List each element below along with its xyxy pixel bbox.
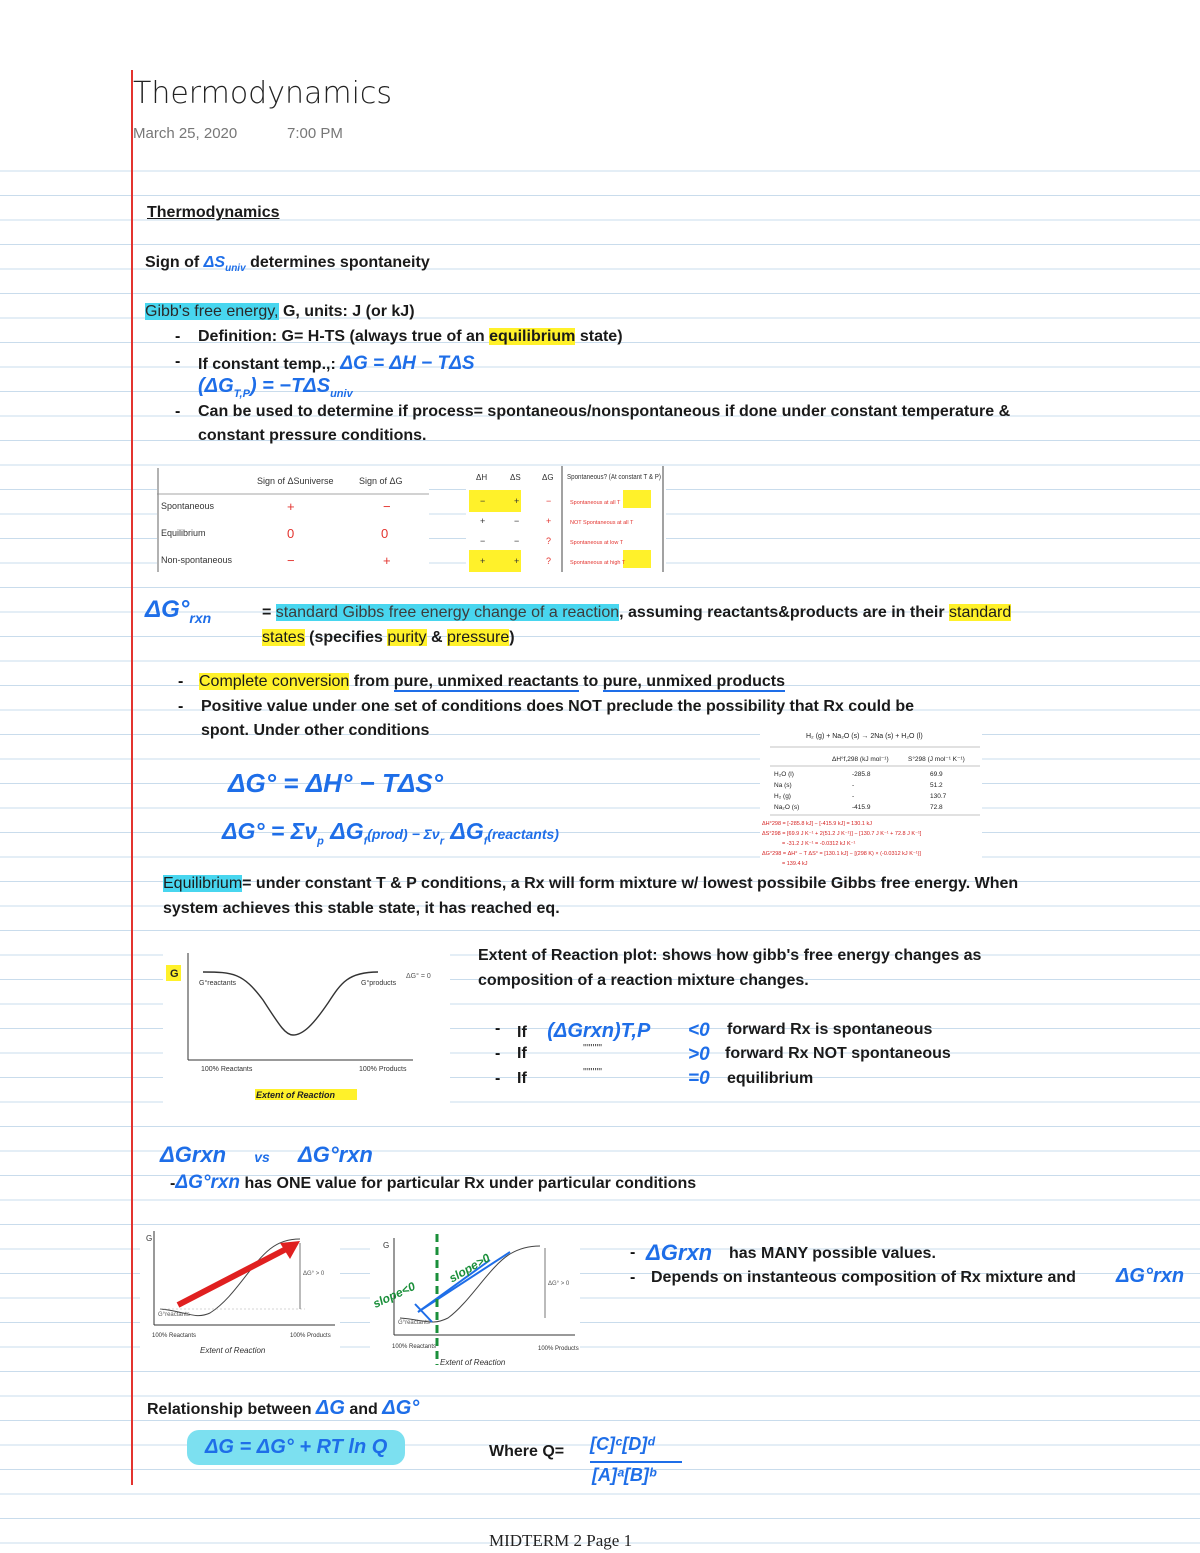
- bp-right-x-left: 100% Reactants: [392, 1344, 437, 1350]
- extent-x-right: 100% Products: [359, 1066, 407, 1073]
- example-cell: 130.7: [930, 793, 947, 800]
- bp-right-g-label: G: [383, 1241, 390, 1250]
- dh-cell: −: [480, 536, 486, 546]
- dg-header: ΔG: [542, 473, 554, 482]
- many-line2: Depends on instanteous composition of Rx mixture and: [651, 1269, 1076, 1286]
- sign-line-post: determines spontaneity: [250, 254, 430, 271]
- sign-line-pre: Sign of: [145, 254, 200, 271]
- sign-table-row-label: Spontaneous: [161, 501, 215, 511]
- bp-right-dg-label: ΔG° > 0: [548, 1281, 570, 1287]
- extent-text-line1: Extent of Reaction plot: shows how gibb's free energy changes as: [478, 947, 982, 964]
- ex-rows: [774, 771, 947, 811]
- delta-s-univ: $\Delta S_{univ}$: [203, 254, 246, 275]
- extent-x-left: 100% Reactants: [201, 1066, 253, 1073]
- ink-slope-neg: slope<0: [370, 1279, 418, 1311]
- ink-dg-tp: $(\Delta G_{T,P}) = -T\Delta S_{univ}$: [198, 375, 353, 400]
- dh-cell: +: [480, 516, 486, 526]
- bottom-plot-left-svg: [140, 1225, 340, 1360]
- example-calc-line: ΔG°298 = ΔH° − T ΔS° = [130.1 kJ] − [(298 K) × (-0.0312 kJ K⁻¹)]: [762, 851, 921, 857]
- example-cell: Na₂O (s): [774, 804, 800, 811]
- relationship-line: Relationship between ΔG and ΔG°: [147, 1397, 420, 1419]
- extent-bullet-2: If: [517, 1045, 527, 1062]
- std-definition-line2: states (specifies purity & pressure): [262, 629, 515, 646]
- example-table: [760, 727, 982, 869]
- example-cell: 72.8: [930, 804, 943, 811]
- dh-note: Spontaneous at all T: [570, 500, 621, 506]
- sign-table-row-label: Non-spontaneous: [161, 555, 233, 565]
- dh-cell: −: [514, 516, 520, 526]
- std-gibbs-highlight: standard Gibbs free energy change of a reaction: [275, 604, 620, 621]
- dh-cell: −: [480, 496, 486, 506]
- dh-cell: ?: [546, 556, 552, 566]
- sign-table-cell: +: [383, 553, 391, 568]
- ink-vs-heading: ΔGrxn vs ΔG°rxn: [160, 1142, 373, 1167]
- q-fraction-bar: [590, 1461, 682, 1463]
- q-numerator: [C]ᶜ[D]ᵈ: [590, 1434, 655, 1454]
- vs-line: -ΔG°rxn has ONE value for particular Rx under particular conditions: [170, 1172, 697, 1193]
- std-bullet-positive: Positive value under one set of conditions does NOT preclude the possibility that Rx could be: [201, 698, 914, 715]
- std-definition-line1: = standard Gibbs free energy change of a reaction, assuming reactants&products are in their standard: [262, 604, 1012, 621]
- margin-line: [131, 70, 133, 1485]
- bp-right-react-label: G°reactants: [398, 1320, 430, 1326]
- sign-table-cell: +: [287, 499, 295, 514]
- gibbs-constant-temp: If constant temp.,: ΔG = ΔH − TΔS: [198, 353, 475, 374]
- page-date: March 25, 2020: [133, 125, 238, 142]
- ink-slope-pos: slope>0: [446, 1250, 493, 1286]
- bp-left-x-title: Extent of Reaction: [200, 1346, 266, 1355]
- ink-gt0: >0: [688, 1044, 710, 1065]
- example-calc-line: ΔS°298 = [69.9 J K⁻¹ + 2(51.2 J K⁻¹)] − [130.7 J K⁻¹ + 72.8 J K⁻¹]: [762, 831, 922, 837]
- example-cell: -415.9: [852, 804, 871, 811]
- bp-left-react-label: G°reactants: [158, 1312, 190, 1318]
- ditto-1: '''''''''': [583, 1043, 603, 1054]
- relationship-equation: ΔG = ΔG° + RT ln Q: [187, 1430, 405, 1465]
- extent-g-label: G: [170, 968, 179, 980]
- gibbs-rest: G, units: J (or kJ): [282, 303, 415, 320]
- equilibrium-line2: system achieves this stable state, it has reached eq.: [163, 900, 560, 917]
- example-calc-line: = 139.4 kJ: [782, 861, 808, 867]
- equilibrium-line1: Equilibrium= under constant T & P conditions, a Rx will form mixture w/ lowest possibile Gibbs free energy. When: [163, 875, 1019, 892]
- example-cell: -285.8: [852, 771, 871, 778]
- extent-left-label: G°reactants: [199, 980, 237, 987]
- gibbs-usage-2: constant pressure conditions.: [198, 427, 427, 444]
- example-cell: Na (s): [774, 782, 792, 789]
- q-denominator: [A]ᵃ[B]ᵇ: [592, 1465, 657, 1485]
- section-heading: Thermodynamics: [147, 204, 280, 221]
- bp-left-dg-label: ΔG° > 0: [303, 1271, 325, 1277]
- dh-cell: ?: [546, 536, 552, 546]
- extent-bullet-1: If (ΔGrxn)T,P: [517, 1020, 651, 1042]
- equilibrium-term: Equilibrium: [163, 875, 243, 892]
- example-calc-line: ΔH°298 = [-285.8 kJ] − [-415.9 kJ] = 130.1 kJ: [762, 821, 872, 827]
- sign-table-row-label: Equilibrium: [161, 528, 206, 538]
- dh-cell: −: [546, 496, 552, 506]
- example-cell: -: [852, 782, 855, 789]
- page-time: 7:00 PM: [287, 125, 343, 142]
- bp-left-x-left: 100% Reactants: [152, 1333, 197, 1339]
- sign-table-cell: 0: [381, 526, 389, 541]
- extent-plot: [163, 945, 450, 1103]
- gibbs-definition: Definition: G= H-TS (always true of an equilibrium state): [198, 328, 623, 345]
- extent-text-line2: composition of a reaction mixture changes.: [478, 972, 809, 989]
- ink-dg-rxn-many: ΔGrxn: [646, 1240, 713, 1265]
- sign-table-header-g: Sign of ΔG: [359, 476, 403, 486]
- ink-eq-dg-sum: $\Delta G^\circ = \Sigma\nu_p$ $\Delta G_f(prod) - \Sigma\nu_r$ $\Delta G_f(reactants)$: [222, 818, 559, 848]
- extent-plot-svg: [163, 945, 450, 1103]
- bp-right-x-title: Extent of Reaction: [440, 1358, 506, 1367]
- sign-table-cell: −: [383, 499, 391, 514]
- example-header-s: S°298 (J mol⁻¹ K⁻¹): [908, 756, 965, 763]
- example-reaction: H₂ (g) + Na₂O (s) → 2Na (s) + H₂O (l): [806, 733, 923, 740]
- ink-dg-std-many: ΔG°rxn: [1116, 1265, 1185, 1287]
- dh-note: Spontaneous at low T: [570, 540, 624, 546]
- example-cell: 51.2: [930, 782, 943, 789]
- dh-note: Spontaneous at high T: [570, 560, 626, 566]
- gibbs-usage-1: Can be used to determine if process= spontaneous/nonspontaneous if done under constant temperature &: [198, 403, 1011, 420]
- example-table-svg: [760, 727, 982, 869]
- where-q: Where Q=: [489, 1443, 565, 1460]
- ditto-2: '''''''''': [583, 1067, 603, 1078]
- extent-bullet-2-text: forward Rx NOT spontaneous: [725, 1045, 951, 1062]
- sign-line: [145, 254, 430, 274]
- dh-ds-table-svg: [466, 466, 666, 572]
- dh-cell: −: [514, 536, 520, 546]
- extent-bullet-3: If: [517, 1070, 527, 1087]
- std-bullet-conversion: Complete conversion from pure, unmixed reactants to pure, unmixed products: [199, 673, 785, 690]
- sign-table-cell: 0: [287, 526, 295, 541]
- gibbs-line: [145, 303, 415, 321]
- dh-note: NOT Spontaneous at all T: [570, 520, 634, 526]
- ex-calc: [762, 821, 922, 867]
- gibbs-term: Gibb's free energy,: [145, 303, 279, 320]
- bp-right-x-right: 100% Products: [538, 1346, 579, 1352]
- ink-lt0: <0: [688, 1020, 710, 1041]
- page-title: Thermodynamics: [133, 76, 393, 111]
- example-header-h: ΔH°f,298 (kJ mol⁻¹): [832, 756, 889, 763]
- spont-header: Spontaneous? (At constant T & P): [567, 474, 661, 481]
- extent-bullet-1-text: forward Rx is spontaneous: [727, 1021, 933, 1038]
- ink-dg-std-rxn: $\Delta G^\circ_{rxn}$: [145, 596, 212, 626]
- many-line1: has MANY possible values.: [729, 1245, 936, 1262]
- example-cell: 69.9: [930, 771, 943, 778]
- ink-dg-eq: ΔG = ΔH − TΔS: [340, 353, 475, 374]
- std-bullet-positive-2: spont. Under other conditions: [201, 722, 430, 739]
- ink-eq-dg-dh-tds: ΔG° = ΔH° − TΔS°: [228, 768, 444, 798]
- example-calc-line: = -31.2 J K⁻¹ = -0.0312 kJ K⁻¹: [782, 841, 856, 847]
- dh-ds-table: [466, 466, 666, 572]
- ink-eq0: =0: [688, 1068, 710, 1089]
- extent-right-label: G°products: [361, 980, 397, 987]
- sign-table-cell: −: [287, 553, 295, 568]
- dh-header: ΔH: [476, 473, 488, 482]
- extent-dg-label: ΔG° = 0: [406, 973, 431, 980]
- ds-header: ΔS: [510, 473, 521, 482]
- dh-cell: +: [546, 516, 552, 526]
- sign-table-svg: [157, 468, 429, 572]
- extent-bullet-3-text: equilibrium: [727, 1070, 814, 1087]
- bottom-plot-right: [370, 1230, 580, 1370]
- example-cell: H₂ (g): [774, 793, 791, 800]
- dh-cell: +: [514, 556, 520, 566]
- example-cell: H₂O (l): [774, 771, 794, 778]
- relationship-equation-pill: [187, 1430, 405, 1465]
- page-footer: MIDTERM 2 Page 1: [489, 1531, 633, 1550]
- sign-table: [157, 468, 429, 572]
- bottom-plot-left: [140, 1225, 340, 1360]
- bp-left-g-label: G: [146, 1234, 153, 1243]
- dh-cell: +: [514, 496, 520, 506]
- equilibrium-highlight: equilibrium: [489, 328, 576, 345]
- std-standard-highlight: standard: [949, 604, 1012, 621]
- extent-x-title: Extent of Reaction: [256, 1090, 336, 1100]
- example-cell: -: [852, 793, 855, 800]
- bp-left-x-right: 100% Products: [290, 1333, 331, 1339]
- dh-cell: +: [480, 556, 486, 566]
- bottom-plot-right-svg: [370, 1230, 580, 1370]
- sign-table-header-s: Sign of ΔSuniverse: [257, 476, 334, 486]
